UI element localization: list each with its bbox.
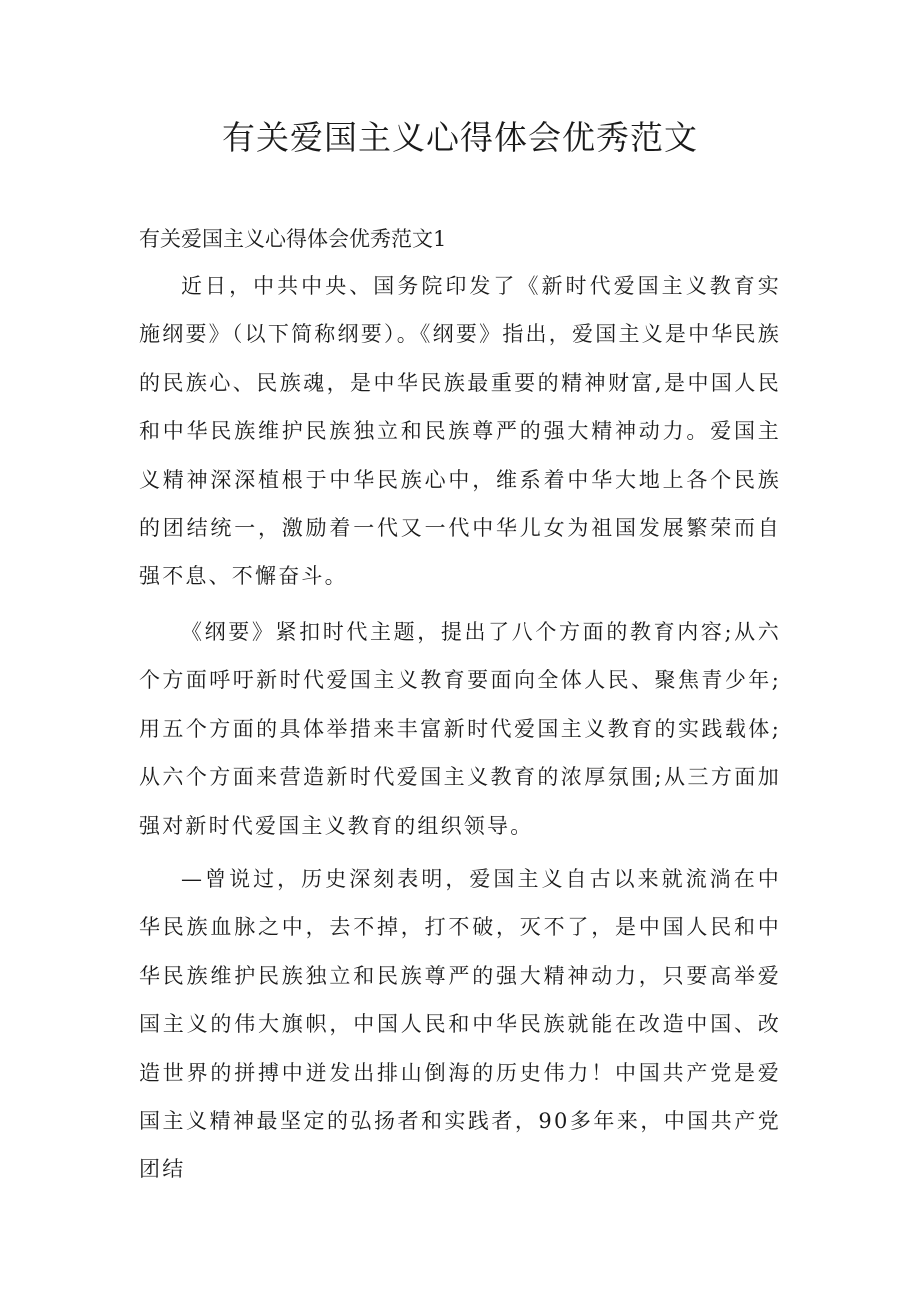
paragraph-1: 近日，中共中央、国务院印发了《新时代爱国主义教育实施纲要》（以下简称纲要）。《纲要》指出，爱国主义是中华民族的民族心、民族魂，是中华民族最重要的精神财富,是中国人民和中华民族维护民族独立和民族尊严的强大精神动力。爱国主义精神深深植根于中华民族心中，维系着中华大地上各个民族的团结统一，激励着一代又一代中华儿女为祖国发展繁荣而自强不息、不懈奋斗。 <box>139 274 781 589</box>
document-title: 有关爱国主义心得体会优秀范文 <box>222 118 698 157</box>
section-heading: 有关爱国主义心得体会优秀范文1 <box>139 227 447 251</box>
paragraph-3: —曾说过，历史深刻表明，爱国主义自古以来就流淌在中华民族血脉之中，去不掉，打不破，灭不了，是中国人民和中华民族维护民族独立和民族尊严的强大精神动力，只要高举爱国主义的伟大旗帜，中国人民和中华民族就能在改造中国、改造世界的拼搏中迸发出排山倒海的历史伟力！中国共产党是爱国主义精神最坚定的弘扬者和实践者，90多年来，中国共产党团结 <box>139 867 781 1182</box>
paragraph-2: 《纲要》紧扣时代主题，提出了八个方面的教育内容;从六个方面呼吁新时代爱国主义教育要面向全体人民、聚焦青少年;用五个方面的具体举措来丰富新时代爱国主义教育的实践载体;从六个方面来营造新时代爱国主义教育的浓厚氛围;从三方面加强对新时代爱国主义教育的组织领导。 <box>139 620 781 838</box>
